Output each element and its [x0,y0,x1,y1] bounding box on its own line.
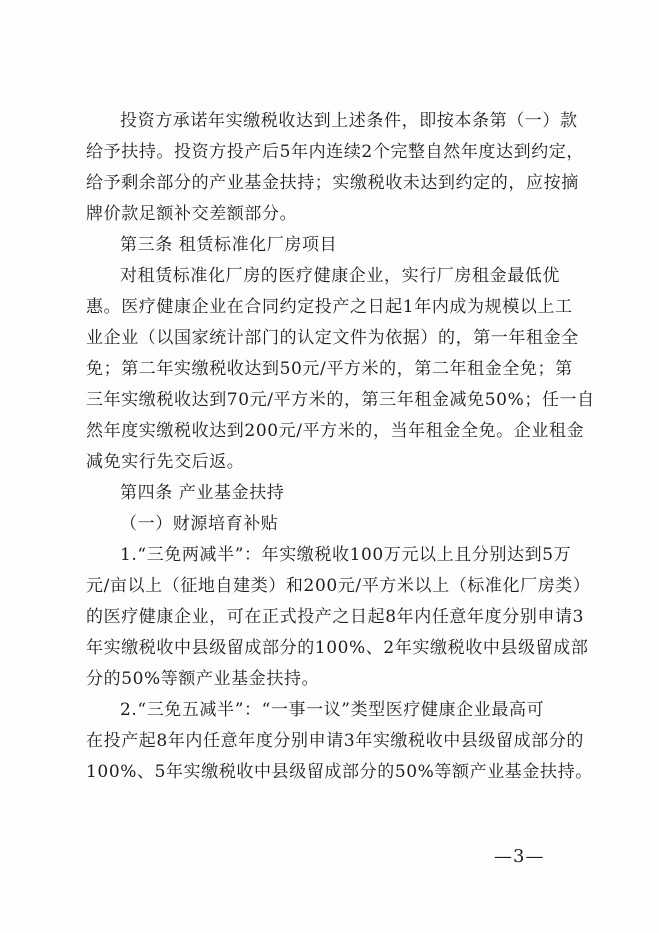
text-line: 减免实行先交后返。 [86,452,245,472]
text-line: 免；第二年实缴税收达到50元/平方米的，第二年租金全免；第 [86,359,573,379]
page-number: —3— [494,846,545,867]
text-line: 元/亩以上（征地自建类）和200元/平方米以上（标准化厂房类） [86,576,591,596]
text-line: 给予剩余部分的产业基金扶持；实缴税收未达到约定的，应按摘 [86,173,579,193]
text-line: 给予扶持。投资方投产后5年内连续2个完整自然年度达到约定， [86,142,585,162]
item-three-exempt-five-half [86,695,593,788]
subheading-revenue-subsidy: （一）财源培育补贴 [120,514,279,534]
text-line: 2.“三免五减半”：“一事一议”类型医疗健康企业最高可 [120,700,545,720]
text-line: 分的50%等额产业基金扶持。 [86,669,320,689]
item-three-exempt-two-half [86,540,591,695]
text-line: 业企业（以国家统计部门的认定文件为依据）的，第一年租金全 [86,328,579,348]
text-line: 对租赁标准化厂房的医疗健康企业，实行厂房租金最低优 [120,266,560,286]
text-line: 三年实缴税收达到70元/平方米的，第三年租金减免50%；任一自 [86,390,595,410]
text-line: 的医疗健康企业，可在正式投产之日起8年内任意年度分别申请3 [86,607,585,627]
document-body [86,106,595,788]
article-4-heading: 第四条 产业基金扶持 [120,483,285,503]
text-line: 投资方承诺年实缴税收达到上述条件，即按本条第（一）款 [120,111,578,131]
paragraph-commitment [86,106,585,230]
text-line: 1.“三免两减半”：年实缴税收100万元以上且分别达到5万 [120,545,572,565]
paragraph-rent-policy [86,261,595,478]
text-line: 在投产起8年内任意年度分别申请3年实缴税收中县级留成部分的 [86,731,585,751]
text-line: 100%、5年实缴税收中县级留成部分的50%等额产业基金扶持。 [86,762,593,782]
text-line: 牌价款足额补交差额部分。 [86,204,298,224]
text-line: 然年度实缴税收达到200元/平方米的，当年租金全免。企业租金 [86,421,585,441]
article-3-heading: 第三条 租赁标准化厂房项目 [120,235,338,255]
text-line: 惠。医疗健康企业在合同约定投产之日起1年内成为规模以上工 [86,297,573,317]
text-line: 年实缴税收中县级留成部分的100%、2年实缴税收中县级留成部 [86,638,589,658]
